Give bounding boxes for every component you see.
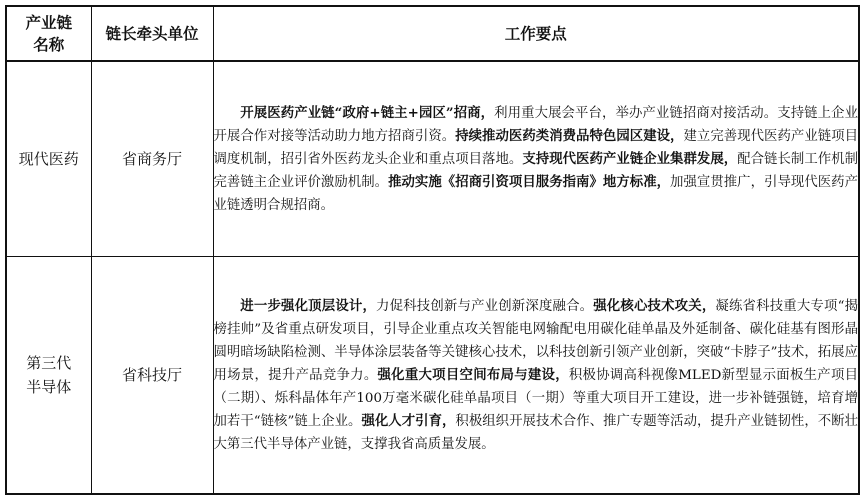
lead-unit-cell: 省商务厅 — [91, 61, 213, 257]
key-point-detail: 积极组织开展技术合作、推广专题等活动，提升产业链韧性，不断壮大第三代半导体产业链，支撑我省高质量发展。 — [213, 413, 859, 452]
bold-key-point: 强化人才引育， — [361, 412, 456, 429]
work-points-text — [214, 295, 859, 456]
chain-name-text: 现代医药 — [18, 150, 79, 168]
industry-chain-table — [5, 5, 860, 495]
chain-name-cell — [6, 257, 91, 495]
key-point-detail: 建立完善现代医药产业链项目调度机制，招引省外医药龙头企业和重点项目落地。 — [213, 128, 859, 167]
key-point-detail: 配合链长制工作机制完善链主企业评价激励机制。 — [213, 151, 859, 190]
chain-name-text: 第三代 半导体 — [26, 354, 72, 396]
header-chain-name-text: 产业链 名称 — [25, 13, 72, 54]
chain-name-cell — [6, 61, 91, 257]
bold-key-point: 强化核心技术攻关， — [593, 297, 716, 314]
lead-unit-cell: 省科技厅 — [91, 257, 213, 495]
bold-key-point: 强化重大项目空间布局与建设， — [377, 366, 569, 383]
key-point-detail: 积极协调高科视像MLED新型显示面板生产项目（二期）、烁科晶体年产100万毫米碳化硅单晶项目（一期）等重大项目开工建设，进一步补链强链，培育增加若干“链核”链上企业。 — [213, 367, 859, 429]
table-row — [6, 61, 859, 257]
bold-key-point: 进一步强化顶层设计， — [240, 297, 377, 314]
bold-key-point: 推动实施《招商引资项目服务指南》地方标准， — [388, 173, 671, 190]
key-point-detail: 力促科技创新与产业创新深度融合。 — [376, 298, 594, 314]
table-row — [6, 257, 859, 495]
bold-key-point: 持续推动医药类消费品特色园区建设， — [455, 127, 684, 144]
key-point-detail: 凝练省科技重大专项“揭榜挂帅”及省重点研发项目，引导企业重点攻关智能电网输配电用碳化硅单晶及外延制备、碳化硅基有图形晶圆明暗场缺陷检测、半导体涂层装备等关键核心技术，以科技创新引领产业创新，突破“卡脖子”技术，拓展应用场景，提升产品竞争力。 — [213, 298, 858, 383]
header-chain-name — [6, 6, 91, 61]
work-points-cell — [213, 61, 859, 257]
key-point-detail: 利用重大展会平台，举办产业链招商对接活动。支持链上企业开展合作对接等活动助力地方招商引资。 — [213, 105, 858, 144]
table-header-row — [6, 6, 859, 61]
header-work-points: 工作要点 — [213, 6, 859, 61]
work-points-cell — [213, 257, 859, 495]
bold-key-point: 支持现代医药产业链企业集群发展， — [522, 150, 738, 167]
bold-key-point: 开展医药产业链“政府+链主+园区”招商， — [240, 104, 495, 121]
work-points-text — [214, 102, 859, 217]
header-lead-unit: 链长牵头单位 — [91, 6, 213, 61]
key-point-detail: 加强宣贯推广，引导现代医药产业链透明合规招商。 — [213, 174, 858, 213]
